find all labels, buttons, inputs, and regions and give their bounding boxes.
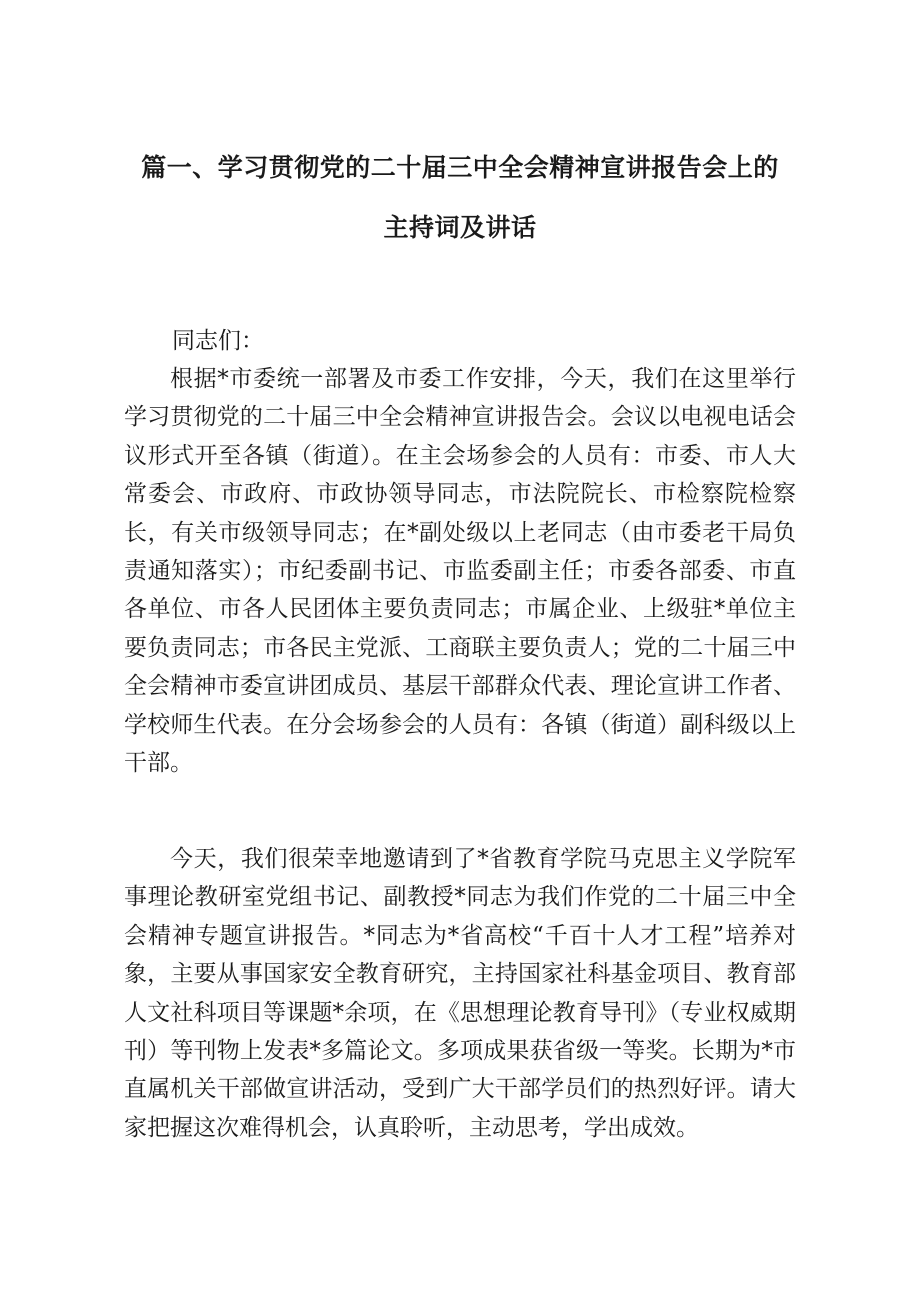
paragraph-2: 今天，我们很荣幸地邀请到了*省教育学院马克思主义学院军事理论教研室党组书记、副教授*同志为我们作党的二十届三中全会精神专题宣讲报告。*同志为*省高校“千百十人才工程”培养对象，主要从事国家安全教育研究，主持国家社科基金项目、教育部人文社科项目等课题*余项，在《思想理论教育导刊》（专业权威期刊）等刊物上发表*多篇论文。多项成果获省级一等奖。长期为*市直属机关干部做宣讲活动，受到广大干部学员们的热烈好评。请大家把握这次难得机会，认真聆听，主动思考，学出成效。 — [124, 846, 796, 1141]
salutation: 同志们： — [172, 328, 264, 354]
paragraph-2-container — [124, 840, 796, 1147]
paragraph-1-container — [124, 360, 796, 782]
document-title-line-1: 篇一、学习贯彻党的二十届三中全会精神宣讲报告会上的 — [141, 153, 779, 182]
paragraph-1: 根据*市委统一部署及市委工作安排，今天，我们在这里举行学习贯彻党的二十届三中全会精神宣讲报告会。会议以电视电话会议形式开至各镇（街道）。在主会场参会的人员有：市委、市人大常委会、市政府、市政协领导同志，市法院院长、市检察院检察长，有关市级领导同志；在*副处级以上老同志（由市委老干局负责通知落实）；市纪委副书记、市监委副主任；市委各部委、市直各单位、市各人民团体主要负责同志；市属企业、上级驻*单位主要负责同志；市各民主党派、工商联主要负责人；党的二十届三中全会精神市委宣讲团成员、基层干部群众代表、理论宣讲工作者、学校师生代表。在分会场参会的人员有：各镇（街道）副科级以上干部。 — [124, 366, 796, 777]
document-title-line-2: 主持词及讲话 — [383, 213, 537, 242]
